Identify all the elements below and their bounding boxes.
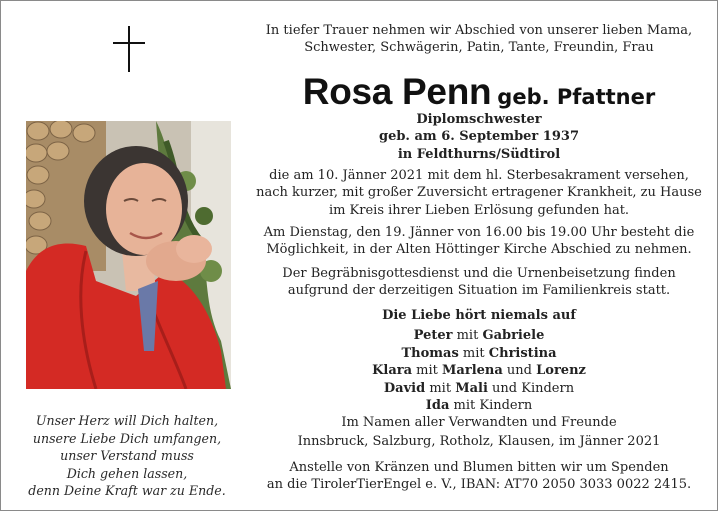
farewell-line: Am Dienstag, den 19. Jänner von 16.00 bis 19.00 Uhr besteht die	[263, 225, 695, 240]
family-member: Peter mit Gabriele	[413, 328, 545, 344]
birth-place: in Feldthurns/Südtirol	[397, 146, 561, 162]
death-line: die am 10. Jänner 2021 mit dem hl. Sterbesakrament versehen,	[269, 168, 689, 183]
family-member: Klara mit Marlena und Lorenz	[372, 363, 586, 379]
cross-icon	[113, 26, 145, 72]
poem-line: Dich gehen lassen,	[66, 465, 188, 481]
family-member: Thomas mit Christina	[401, 345, 557, 361]
funeral-paragraph	[251, 265, 707, 300]
funeral-line: Der Begräbnisgottesdienst und die Urnenbeisetzung finden	[282, 266, 676, 281]
intro-line: In tiefer Trauer nehmen wir Abschied von unserer lieben Mama,	[265, 23, 693, 38]
personal-details	[251, 111, 707, 163]
donation-paragraph	[251, 459, 707, 494]
birth-date: geb. am 6. September 1937	[378, 129, 579, 145]
poem-line: unser Verstand muss	[60, 448, 194, 464]
deceased-name-heading	[251, 71, 707, 113]
profession: Diplomschwester	[416, 112, 542, 127]
poem-line: Unser Herz will Dich halten,	[35, 413, 219, 428]
places-line	[251, 433, 707, 450]
family-member: Ida mit Kindern	[425, 398, 533, 414]
relatives-line: Im Namen aller Verwandten und Freunde	[341, 415, 617, 431]
death-line: im Kreis ihrer Lieben Erlösung gefunden hat.	[328, 202, 630, 218]
places-date: Innsbruck, Salzburg, Rotholz, Klausen, im Jänner 2021	[297, 434, 661, 449]
birth-name: geb. Pfattner	[497, 85, 656, 109]
poem-line: denn Deine Kraft war zu Ende.	[28, 483, 226, 499]
poem-line: unsere Liebe Dich umfangen,	[32, 430, 222, 446]
funeral-line: aufgrund der derzeitigen Situation im Familienkreis statt.	[287, 283, 671, 299]
family-member: David mit Mali und Kindern	[383, 380, 575, 396]
farewell-line: Möglichkeit, in der Alten Höttinger Kirche Abschied zu nehmen.	[266, 242, 692, 258]
poem	[21, 412, 233, 500]
portrait-photo	[26, 121, 231, 389]
family-heading: Die Liebe hört niemals auf	[382, 308, 576, 323]
donation-line: Anstelle von Kränzen und Blumen bitten wir um Spenden	[289, 460, 669, 475]
intro-line: Schwester, Schwägerin, Patin, Tante, Freundin, Frau	[304, 40, 654, 56]
intro	[251, 22, 707, 57]
death-paragraph	[251, 167, 707, 219]
donation-line: an die TirolerTierEngel e. V., IBAN: AT70 2050 3033 0022 2415.	[266, 477, 692, 493]
death-line: nach kurzer, mit großer Zuversicht ertragener Krankheit, zu Hause	[256, 185, 702, 201]
deceased-name: Rosa Penn	[302, 71, 492, 112]
farewell-paragraph	[251, 224, 707, 259]
family-list	[251, 307, 707, 432]
